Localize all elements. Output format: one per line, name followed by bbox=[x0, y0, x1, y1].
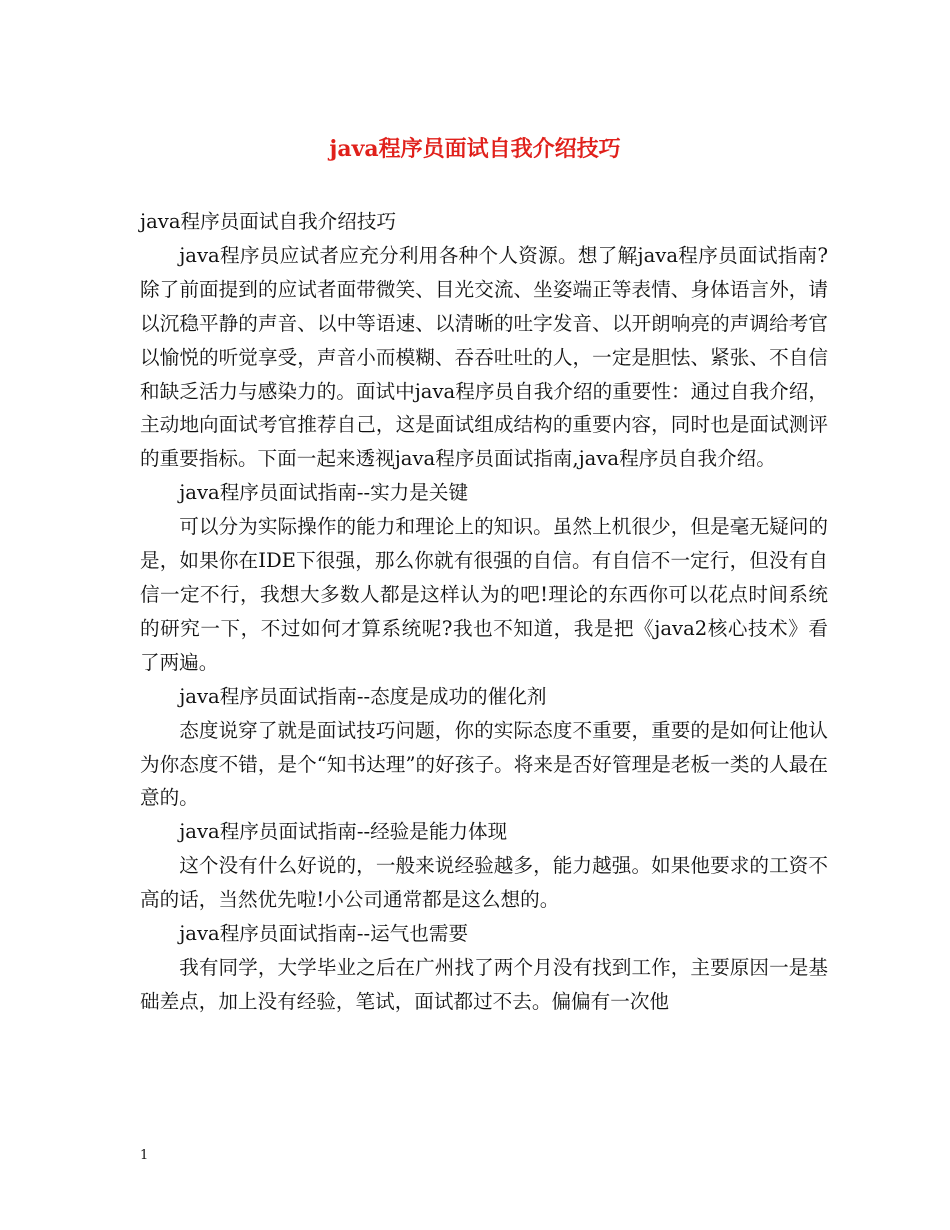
paragraph-experience: 这个没有什么好说的，一般来说经验越多，能力越强。如果他要求的工资不高的话，当然优先啦!小公司通常都是这么想的。 bbox=[140, 854, 828, 912]
document-title: java程序员面试自我介绍技巧 bbox=[329, 136, 621, 162]
document-subtitle: java程序员面试自我介绍技巧 bbox=[140, 210, 397, 233]
section-heading-attitude: java程序员面试指南--态度是成功的催化剂 bbox=[179, 684, 547, 708]
paragraph-strength: 可以分为实际操作的能力和理论上的知识。虽然上机很少，但是毫无疑问的是，如果你在IDE下很强，那么你就有很强的自信。有自信不一定行，但没有自信一定不行，我想大多数人都是这样认为的吧!理论的东西你可以花点时间系统的研究一下，不过如何才算系统呢?我也不知道，我是把《java2核心技术》看了两遍。 bbox=[140, 515, 828, 674]
paragraph-attitude: 态度说穿了就是面试技巧问题，你的实际态度不重要，重要的是如何让他认为你态度不错，是个“知书达理”的好孩子。将来是否好管理是老板一类的人最在意的。 bbox=[140, 718, 828, 810]
section-heading-strength: java程序员面试指南--实力是关键 bbox=[179, 481, 469, 505]
paragraph-luck: 我有同学，大学毕业之后在广州找了两个月没有找到工作，主要原因一是基础差点，加上没有经验，笔试，面试都过不去。偏偏有一次他 bbox=[140, 955, 828, 1013]
page-number: 1 bbox=[140, 1148, 149, 1163]
paragraph-intro: java程序员应试者应充分利用各种个人资源。想了解java程序员面试指南?除了前面提到的应试者面带微笑、目光交流、坐姿端正等表情、身体语言外，请以沉稳平静的声音、以中等语速、以清晰的吐字发音、以开朗响亮的声调给考官以愉悦的听觉享受，声音小而模糊、吞吞吐吐的人，一定是胆怯、紧张、不自信和缺乏活力与感染力的。面试中java程序员自我介绍的重要性：通过自我介绍，主动地向面试考官推荐自己，这是面试组成结构的重要内容，同时也是面试测评的重要指标。下面一起来透视java程序员面试指南,java程序员自我介绍。 bbox=[140, 243, 828, 471]
document-body bbox=[140, 205, 828, 1019]
section-heading-luck: java程序员面试指南--运气也需要 bbox=[179, 922, 469, 946]
section-heading-experience: java程序员面试指南--经验是能力体现 bbox=[179, 820, 508, 844]
